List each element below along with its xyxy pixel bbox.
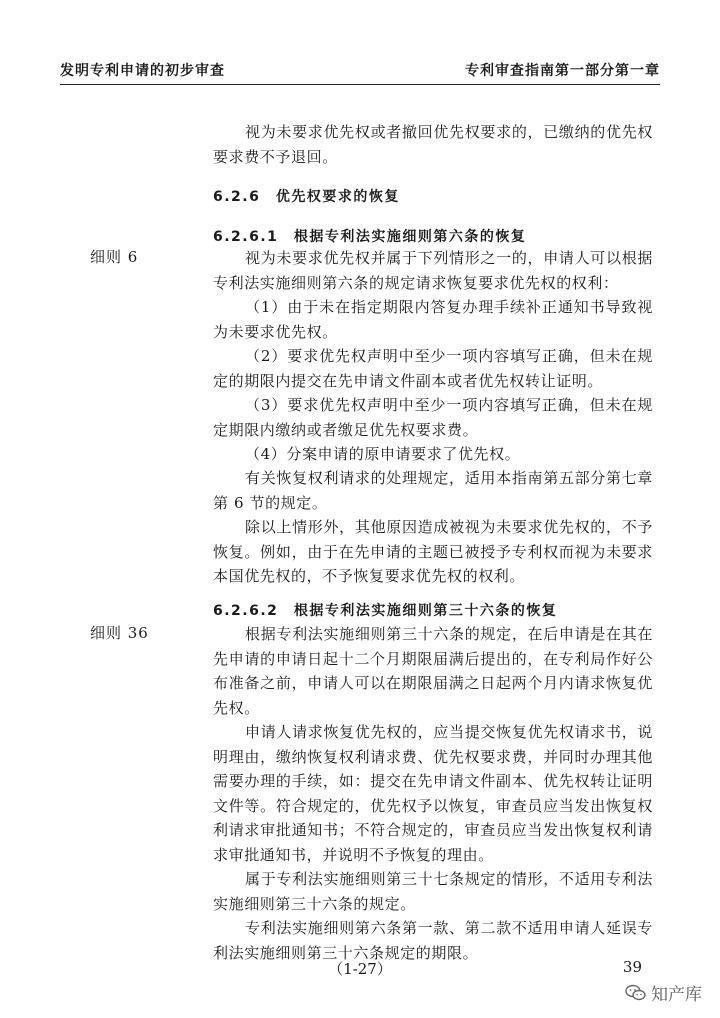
margin-note-rule-36: 细则 36 [90,624,149,642]
margin-note-rule-6: 细则 6 [90,248,139,266]
heading-6-2-6-2: 6.2.6.2 根据专利法实施细则第三十六条的恢复 [213,603,558,619]
watermark-text: 知产库 [651,985,702,1005]
para-6261-2: （2）要求优先权声明中至少一项内容填写正确，但未在规定的期限内提交在先申请文件副本或者优先权转让证明。 [213,347,653,390]
heading-6-2-6: 6.2.6 优先权要求的恢复 [213,189,400,205]
wechat-icon [625,984,647,1002]
para-6262-1: 申请人请求恢复优先权的，应当提交恢复优先权请求书，说明理由，缴纳恢复权利请求费、优先权要求费，并同时办理其他需要办理的手续，如：提交在先申请文件副本、优先权转让证明文件等。符合规定的，优先权予以恢复，审查员应当发出恢复权利请求审批通知书；不符合规定的，审查员应当发出恢复权利请求审批通知书，并说明不予恢复的理由。 [213,723,653,864]
para-6261-3: （3）要求优先权声明中至少一项内容填写正确，但未在规定期限内缴纳或者缴足优先权要求费。 [213,396,653,439]
header-rule [60,84,660,85]
header-left: 发明专利申请的初步审查 [60,63,225,79]
para-6261-4: （4）分案申请的原申请要求了优先权。 [245,445,521,463]
intro-paragraph: 视为未要求优先权或者撤回优先权要求的，已缴纳的优先权要求费不予退回。 [213,123,653,166]
para-6261-1: （1）由于未在指定期限内答复办理手续补正通知书导致视为未要求优先权。 [213,298,653,341]
para-6262-2: 属于专利法实施细则第三十七条规定的情形，不适用专利法实施细则第三十六条的规定。 [213,870,653,913]
page-number: 39 [622,958,642,976]
watermark [625,980,702,1005]
header-right: 专利审查指南第一部分第一章 [465,63,660,79]
para-6262-3: 专利法实施细则第六条第一款、第二款不适用申请人延误专利法实施细则第三十六条规定的期限。 [213,919,653,962]
heading-6-2-6-1: 6.2.6.1 根据专利法实施细则第六条的恢复 [213,229,527,245]
page-code: （1-27） [328,960,392,978]
para-6261-5: 有关恢复权利请求的处理规定，适用本指南第五部分第七章第 6 节的规定。 [213,469,653,512]
para-6262-0: 根据专利法实施细则第三十六条的规定，在后申请是在其在先申请的申请日起十二个月期限届满后提出的，在专利局作好公布准备之前，申请人可以在期限届满之日起两个月内请求恢复优先权。 [213,625,653,717]
para-6261-0: 视为未要求优先权并属于下列情形之一的，申请人可以根据专利法实施细则第六条的规定请求恢复要求优先权的权利： [213,249,653,292]
running-header [60,52,660,84]
para-6261-6: 除以上情形外，其他原因造成被视为未要求优先权的，不予恢复。例如，由于在先申请的主题已被授予专利权而视为未要求本国优先权的，不予恢复要求优先权的权利。 [213,518,653,585]
